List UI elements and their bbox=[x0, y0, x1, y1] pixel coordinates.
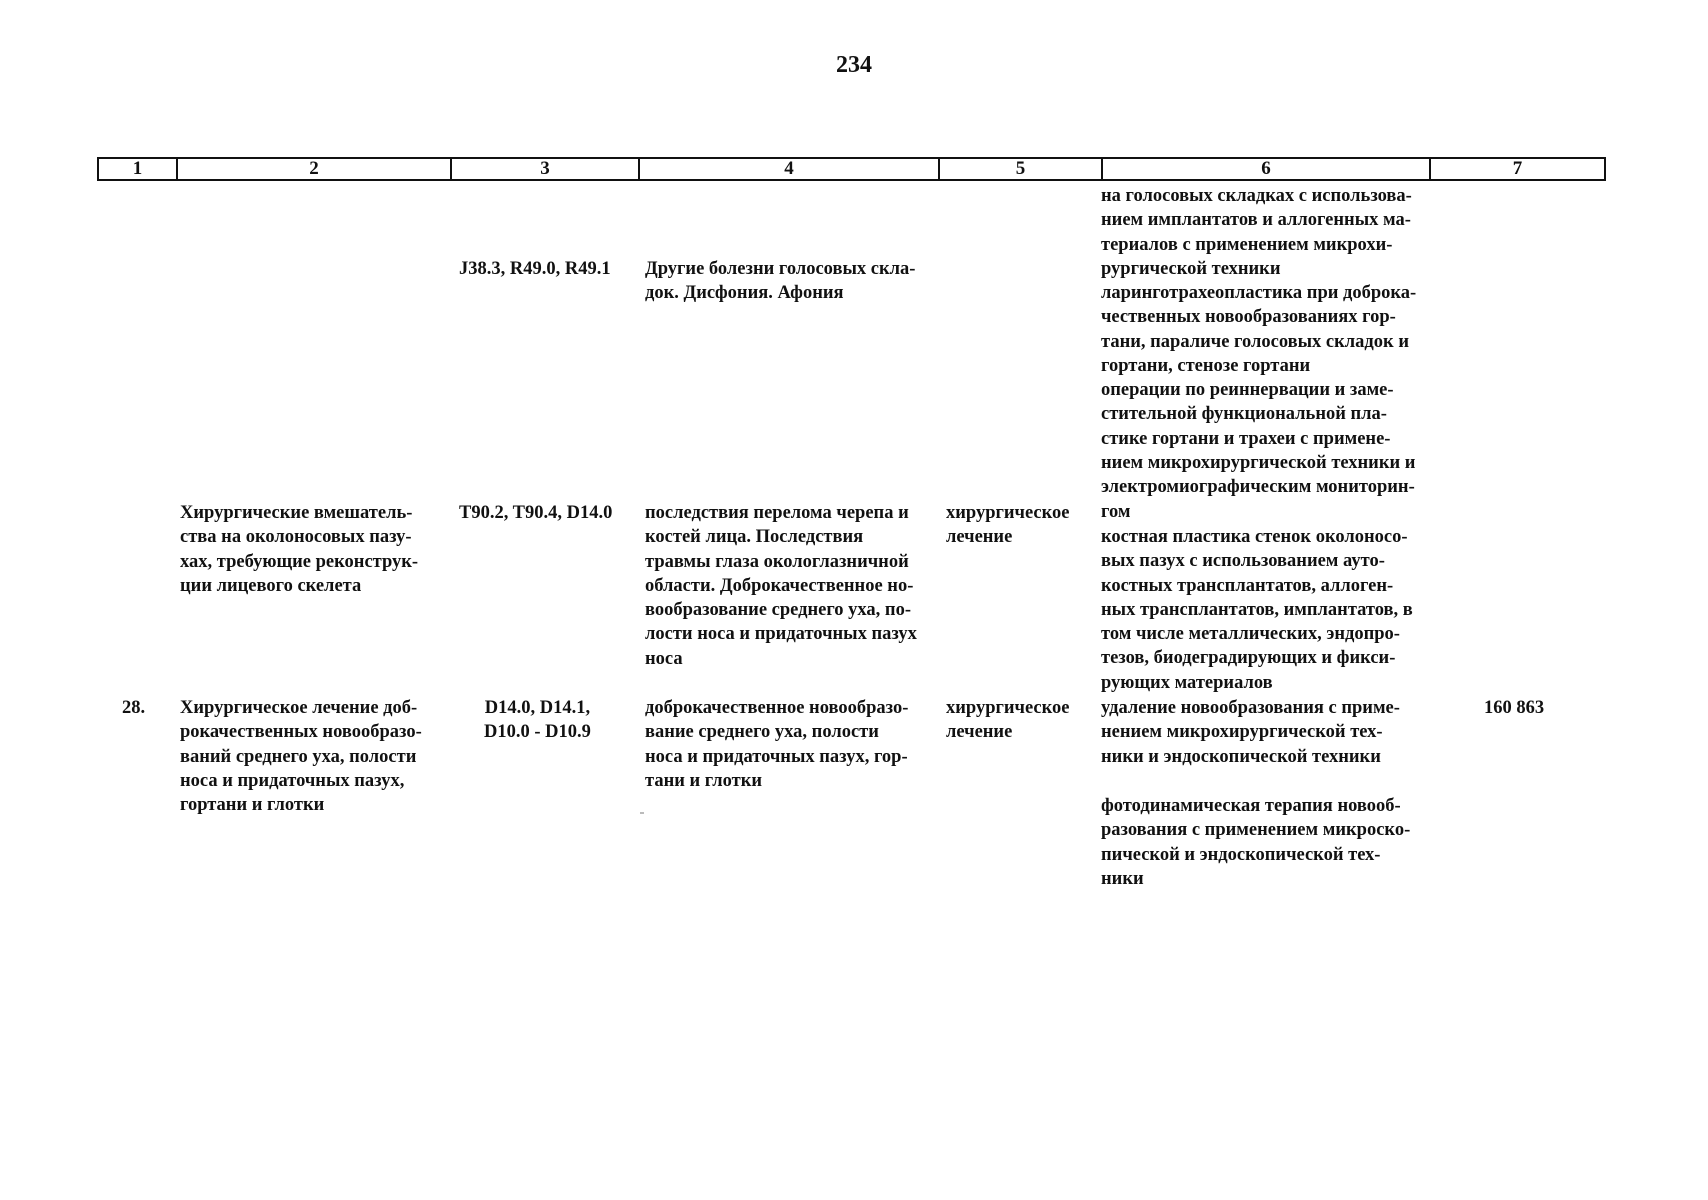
group-j38-codes: J38.3, R49.0, R49.1 bbox=[459, 259, 611, 279]
header-cell-6: 6 bbox=[1261, 158, 1271, 179]
header-cell-7: 7 bbox=[1512, 158, 1523, 179]
group-sinus-codes: T90.2, T90.4, D14.0 bbox=[459, 503, 613, 523]
continuation-col6-text: на голосовых складках с использова- нием имплантатов и аллогенных ма- териалов с применением микрохи- рургической техники bbox=[1101, 186, 1412, 279]
row-28-diagnosis: доброкачественное новообразо- вание среднего уха, полости носа и придаточных пазух, гор- тани и глотки bbox=[645, 698, 909, 791]
group-j38-methods: ларинготрахеопластика при доброка- чественных новообразованиях гор- тани, параличе голосовых складок и гортани, стенозе гортани операции по реиннервации и заме- стительной функциональной пла- стике гортани и трахеи с примене- нием микрохирургической техники и электромиографическим мониторин- гом bbox=[1101, 283, 1417, 522]
header-cell-4: 4 bbox=[784, 158, 794, 179]
row-28-method-b: фотодинамическая терапия новооб- разования с применением микроско- пической и эндоскопической тех- ники bbox=[1101, 796, 1411, 889]
row-28-treatment: хирургическое лечение bbox=[946, 698, 1070, 743]
header-cell-5: 5 bbox=[1015, 158, 1026, 179]
group-sinus-treatment: хирургическое лечение bbox=[946, 503, 1070, 548]
header-cell-2: 2 bbox=[309, 158, 319, 179]
scan-speck bbox=[640, 812, 644, 814]
row-28-codes: D14.0, D14.1, D10.0 - D10.9 bbox=[484, 698, 591, 743]
table-header-row bbox=[97, 157, 1606, 181]
group-j38-diagnosis: Другие болезни голосовых скла- док. Дисфония. Афония bbox=[645, 259, 916, 304]
header-cell-3: 3 bbox=[540, 158, 550, 179]
row-28-care-type: Хирургическое лечение доб- рокачественных новообразо- ваний среднего уха, полости носа и придаточных пазух, гортани и глотки bbox=[180, 698, 422, 816]
group-sinus-type: Хирургические вмешатель- ства на околоносовых пазу- хах, требующие реконструк- ции лицевого скелета bbox=[180, 503, 419, 596]
header-cell-1: 1 bbox=[132, 158, 143, 179]
row-28-method-a: удаление новообразования с приме- нением микрохирургической тех- ники и эндоскопической техники bbox=[1101, 698, 1400, 767]
group-sinus-diagnosis: последствия перелома черепа и костей лица. Последствия травмы глаза окологлазничной области. Доброкачественное но- вообразование среднего уха, по- лости носа и придаточных пазух носа bbox=[645, 503, 917, 669]
row-28-number: 28. bbox=[122, 698, 146, 718]
page-number: 234 bbox=[836, 52, 872, 78]
row-28-cost: 160 863 bbox=[1484, 698, 1545, 718]
group-sinus-methods: костная пластика стенок околоносо- вых пазух с использованием ауто- костных трансплантатов, аллоген- ных трансплантатов, имплантатов, в том числе металлических, эндопро- тезов, биодеградирующих и фикси- рующих материалов bbox=[1101, 527, 1413, 693]
